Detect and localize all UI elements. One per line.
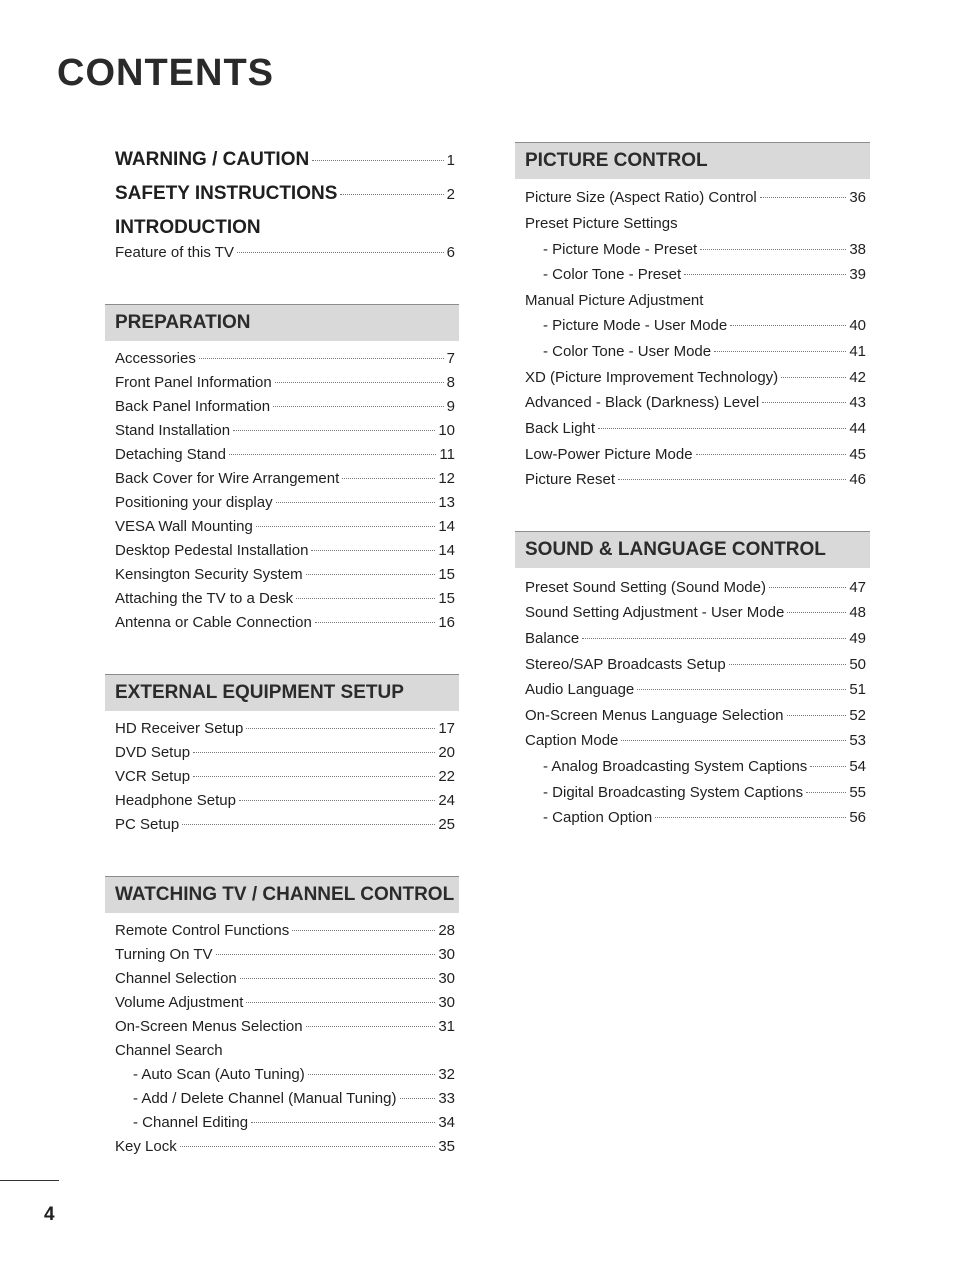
toc-entry[interactable]: Attaching the TV to a Desk 15 [115,590,455,607]
toc-entry[interactable]: Headphone Setup 24 [115,792,455,809]
toc-entry[interactable]: Back Cover for Wire Arrangement 12 [115,470,455,487]
leader-dots [684,273,846,275]
leader-dots [781,376,846,378]
toc-entry[interactable]: - Caption Option 56 [543,809,866,826]
toc-entry[interactable]: Preset Sound Setting (Sound Mode) 47 [525,579,866,596]
left-column [105,0,459,1272]
section-header-sound-language-control: SOUND & LANGUAGE CONTROL [515,531,870,568]
leader-dots [246,1001,435,1003]
toc-entry[interactable]: Channel Selection 30 [115,970,455,987]
toc-entry[interactable]: PC Setup 25 [115,816,455,833]
leader-dots [240,977,436,979]
toc-entry[interactable]: Volume Adjustment 30 [115,994,455,1011]
page-number: 4 [44,1204,55,1225]
leader-dots [199,357,444,359]
section-header-preparation: PREPARATION [105,304,459,341]
footer-rule [0,1180,59,1181]
leader-dots [729,663,847,665]
leader-dots [342,477,435,479]
toc-heading-introduction: INTRODUCTION [115,217,261,238]
leader-dots [275,381,444,383]
leader-dots [193,775,435,777]
leader-dots [655,816,846,818]
leader-dots [216,953,436,955]
leader-dots [251,1121,435,1123]
toc-entry[interactable]: Audio Language 51 [525,681,866,698]
toc-entry[interactable]: - Picture Mode - User Mode 40 [543,317,866,334]
toc-entry[interactable]: - Channel Editing 34 [133,1114,455,1131]
leader-dots [769,586,846,588]
toc-entry[interactable]: Remote Control Functions 28 [115,922,455,939]
leader-dots [311,549,435,551]
leader-dots [787,714,847,716]
leader-dots [760,196,847,198]
page-title: CONTENTS [57,52,274,94]
section-header-picture-control: PICTURE CONTROL [515,142,870,179]
toc-entry[interactable]: HD Receiver Setup 17 [115,720,455,737]
toc-entry[interactable]: Kensington Security System 15 [115,566,455,583]
leader-dots [296,597,435,599]
toc-subheading: Channel Search [115,1042,223,1059]
toc-entry[interactable]: Caption Mode 53 [525,732,866,749]
toc-entry[interactable]: Balance 49 [525,630,866,647]
section-header-watching-tv-channel-control: WATCHING TV / CHANNEL CONTROL [105,876,459,913]
toc-entry[interactable]: - Auto Scan (Auto Tuning) 32 [133,1066,455,1083]
leader-dots [306,573,436,575]
toc-entry[interactable]: - Picture Mode - Preset 38 [543,241,866,258]
toc-entry[interactable]: DVD Setup 20 [115,744,455,761]
toc-entry[interactable]: Low-Power Picture Mode 45 [525,446,866,463]
toc-entry[interactable]: - Analog Broadcasting System Captions 54 [543,758,866,775]
leader-dots [618,478,846,480]
right-column [515,0,870,1272]
toc-entry[interactable]: Turning On TV 30 [115,946,455,963]
toc-entry[interactable]: Positioning your display 13 [115,494,455,511]
toc-entry[interactable]: Accessories 7 [115,350,455,367]
toc-entry[interactable]: Advanced - Black (Darkness) Level 43 [525,394,866,411]
toc-entry[interactable]: On-Screen Menus Selection 31 [115,1018,455,1035]
leader-dots [308,1073,436,1075]
toc-entry[interactable]: VCR Setup 22 [115,768,455,785]
leader-dots [312,159,443,161]
leader-dots [182,823,435,825]
leader-dots [400,1097,436,1099]
leader-dots [637,688,846,690]
toc-entry[interactable]: Back Light 44 [525,420,866,437]
toc-subheading: Preset Picture Settings [525,215,678,232]
leader-dots [233,429,435,431]
toc-entry[interactable]: Desktop Pedestal Installation 14 [115,542,455,559]
leader-dots [810,765,846,767]
leader-dots [239,799,435,801]
leader-dots [315,621,436,623]
leader-dots [582,637,846,639]
leader-dots [700,248,846,250]
toc-entry-warning-caution[interactable]: WARNING / CAUTION 1 [115,149,455,170]
toc-entry[interactable]: Key Lock 35 [115,1138,455,1155]
leader-dots [276,501,436,503]
leader-dots [237,251,444,253]
leader-dots [193,751,435,753]
toc-entry[interactable]: Front Panel Information 8 [115,374,455,391]
toc-subheading: Manual Picture Adjustment [525,292,704,309]
toc-entry-safety-instructions[interactable]: SAFETY INSTRUCTIONS 2 [115,183,455,204]
leader-dots [292,929,435,931]
toc-entry[interactable]: On-Screen Menus Language Selection 52 [525,707,866,724]
leader-dots [598,427,846,429]
leader-dots [273,405,444,407]
toc-entry[interactable]: Back Panel Information 9 [115,398,455,415]
leader-dots [762,401,846,403]
toc-entry[interactable]: Antenna or Cable Connection 16 [115,614,455,631]
leader-dots [340,193,443,195]
toc-entry[interactable]: Picture Reset 46 [525,471,866,488]
toc-entry[interactable]: Detaching Stand 11 [115,446,455,463]
toc-entry[interactable]: - Color Tone - Preset 39 [543,266,866,283]
leader-dots [306,1025,436,1027]
leader-dots [621,739,846,741]
toc-entry[interactable]: Picture Size (Aspect Ratio) Control 36 [525,189,866,206]
leader-dots [180,1145,436,1147]
toc-entry[interactable]: Feature of this TV 6 [115,244,455,261]
leader-dots [246,727,435,729]
leader-dots [714,350,846,352]
toc-entry[interactable]: VESA Wall Mounting 14 [115,518,455,535]
leader-dots [256,525,435,527]
toc-entry[interactable]: Stereo/SAP Broadcasts Setup 50 [525,656,866,673]
toc-entry[interactable]: - Add / Delete Channel (Manual Tuning) 33 [133,1090,455,1107]
leader-dots [806,791,846,793]
toc-entry[interactable]: XD (Picture Improvement Technology) 42 [525,369,866,386]
leader-dots [730,324,846,326]
leader-dots [787,611,846,613]
toc-entry[interactable]: - Digital Broadcasting System Captions 55 [543,784,866,801]
toc-entry[interactable]: Sound Setting Adjustment - User Mode 48 [525,604,866,621]
leader-dots [229,453,437,455]
toc-entry[interactable]: - Color Tone - User Mode 41 [543,343,866,360]
section-header-external-equipment-setup: EXTERNAL EQUIPMENT SETUP [105,674,459,711]
toc-entry[interactable]: Stand Installation 10 [115,422,455,439]
leader-dots [696,453,847,455]
